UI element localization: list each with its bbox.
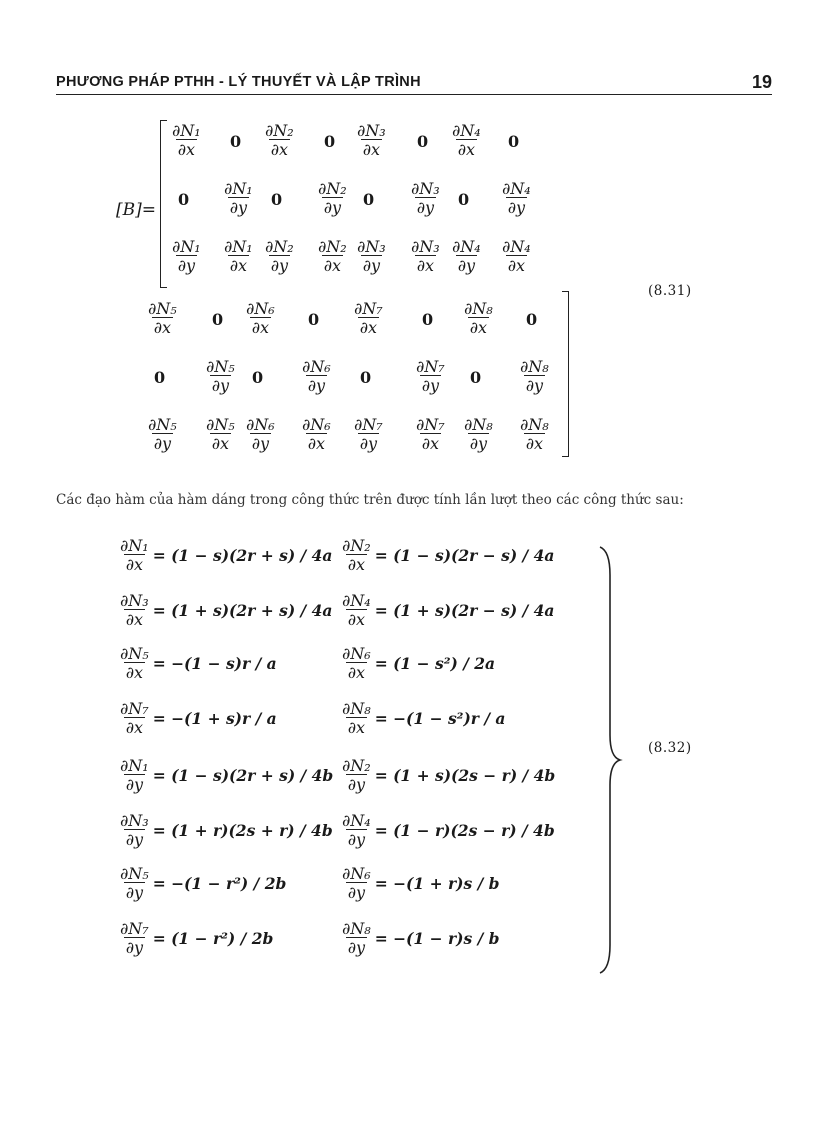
derivative-equation: $\frac{\text{∂N₁}}{\partial x}$ = (1 − s)(2r + s) / 4a (120, 536, 333, 574)
matrix-fraction: $\frac{\text{∂N₁}}{\partial x}$ (224, 237, 253, 275)
matrix-fraction: $\frac{\text{∂N₂}}{\partial x}$ (318, 237, 347, 275)
derivative-equation: $\frac{\text{∂N₅}}{\partial x}$ = −(1 − s)r / a (120, 644, 277, 682)
matrix-fraction: $\frac{\text{∂N₅}}{\partial y}$ (148, 415, 177, 453)
right-bracket (562, 291, 569, 457)
matrix-zero: 0 (360, 368, 372, 387)
matrix-fraction: $\frac{\text{∂N₄}}{\partial y}$ (452, 237, 481, 275)
matrix-fraction: $\frac{\text{∂N₈}}{\partial y}$ (520, 357, 549, 395)
matrix-fraction: $\frac{\text{∂N₃}}{\partial y}$ (357, 237, 386, 275)
matrix-zero: 0 (178, 190, 190, 209)
matrix-fraction: $\frac{\text{∂N₃}}{\partial x}$ (357, 121, 386, 159)
derivative-equation: $\frac{\text{∂N₇}}{\partial y}$ = (1 − r²) / 2b (120, 919, 274, 957)
matrix-zero: 0 (212, 310, 224, 329)
matrix-zero: 0 (458, 190, 470, 209)
derivative-equation: $\frac{\text{∂N₄}}{\partial y}$ = (1 − r)(2s − r) / 4b (342, 811, 555, 849)
derivative-equation: $\frac{\text{∂N₆}}{\partial x}$ = (1 − s²) / 2a (342, 644, 496, 682)
matrix-zero: 0 (230, 132, 242, 151)
derivative-equation: $\frac{\text{∂N₆}}{\partial y}$ = −(1 + r)s / b (342, 864, 500, 902)
matrix-zero: 0 (308, 310, 320, 329)
matrix-zero: 0 (252, 368, 264, 387)
derivative-equation: $\frac{\text{∂N₄}}{\partial x}$ = (1 + s)(2r − s) / 4a (342, 591, 555, 629)
matrix-zero: 0 (324, 132, 336, 151)
matrix-fraction: $\frac{\text{∂N₆}}{\partial y}$ (246, 415, 275, 453)
matrix-fraction: $\frac{\text{∂N₇}}{\partial y}$ (416, 357, 445, 395)
matrix-fraction: $\frac{\text{∂N₄}}{\partial y}$ (502, 179, 531, 217)
derivative-equation: $\frac{\text{∂N₈}}{\partial y}$ = −(1 − r)s / b (342, 919, 500, 957)
derivative-equation: $\frac{\text{∂N₃}}{\partial x}$ = (1 + s)(2r + s) / 4a (120, 591, 333, 629)
page-number: 19 (751, 72, 772, 92)
matrix-fraction: $\frac{\text{∂N₅}}{\partial x}$ (206, 415, 235, 453)
matrix-fraction: $\frac{\text{∂N₁}}{\partial x}$ (172, 121, 201, 159)
equation-number-8-32: (8.32) (648, 740, 692, 756)
matrix-fraction: $\frac{\text{∂N₃}}{\partial y}$ (411, 179, 440, 217)
matrix-fraction: $\frac{\text{∂N₆}}{\partial y}$ (302, 357, 331, 395)
matrix-zero: 0 (526, 310, 538, 329)
right-brace (596, 545, 626, 975)
derivative-equation: $\frac{\text{∂N₁}}{\partial y}$ = (1 − s)(2r + s) / 4b (120, 756, 334, 794)
matrix-fraction: $\frac{\text{∂N₅}}{\partial x}$ (148, 299, 177, 337)
matrix-zero: 0 (508, 132, 520, 151)
derivative-equation: $\frac{\text{∂N₂}}{\partial x}$ = (1 − s)(2r − s) / 4a (342, 536, 555, 574)
matrix-fraction: $\frac{\text{∂N₂}}{\partial y}$ (318, 179, 347, 217)
matrix-label: [B]= (116, 200, 157, 220)
matrix-zero: 0 (417, 132, 429, 151)
derivative-equation: $\frac{\text{∂N₈}}{\partial x}$ = −(1 − s²)r / a (342, 699, 506, 737)
body-paragraph: Các đạo hàm của hàm dáng trong công thức trên được tính lần lượt theo các công thức sau: (56, 491, 684, 508)
header-rule (56, 94, 772, 95)
matrix-fraction: $\frac{\text{∂N₇}}{\partial y}$ (354, 415, 383, 453)
matrix-fraction: $\frac{\text{∂N₆}}{\partial x}$ (246, 299, 275, 337)
derivative-equation: $\frac{\text{∂N₃}}{\partial y}$ = (1 + r)(2s + r) / 4b (120, 811, 333, 849)
matrix-zero: 0 (154, 368, 166, 387)
matrix-fraction: $\frac{\text{∂N₇}}{\partial x}$ (354, 299, 383, 337)
matrix-fraction: $\frac{\text{∂N₂}}{\partial y}$ (265, 237, 294, 275)
matrix-zero: 0 (422, 310, 434, 329)
matrix-zero: 0 (470, 368, 482, 387)
matrix-fraction: $\frac{\text{∂N₃}}{\partial x}$ (411, 237, 440, 275)
matrix-fraction: $\frac{\text{∂N₇}}{\partial x}$ (416, 415, 445, 453)
derivative-equation: $\frac{\text{∂N₅}}{\partial y}$ = −(1 − r²) / 2b (120, 864, 287, 902)
matrix-fraction: $\frac{\text{∂N₁}}{\partial y}$ (224, 179, 253, 217)
matrix-fraction: $\frac{\text{∂N₈}}{\partial x}$ (464, 299, 493, 337)
matrix-fraction: $\frac{\text{∂N₁}}{\partial y}$ (172, 237, 201, 275)
derivative-equation: $\frac{\text{∂N₇}}{\partial x}$ = −(1 + s)r / a (120, 699, 277, 737)
running-title: PHƯƠNG PHÁP PTHH - LÝ THUYẾT VÀ LẬP TRÌNH (56, 74, 421, 90)
matrix-fraction: $\frac{\text{∂N₆}}{\partial x}$ (302, 415, 331, 453)
equation-number-8-31: (8.31) (648, 283, 692, 299)
matrix-fraction: $\frac{\text{∂N₄}}{\partial x}$ (452, 121, 481, 159)
matrix-fraction: $\frac{\text{∂N₂}}{\partial x}$ (265, 121, 294, 159)
matrix-fraction: $\frac{\text{∂N₄}}{\partial x}$ (502, 237, 531, 275)
matrix-zero: 0 (271, 190, 283, 209)
matrix-fraction: $\frac{\text{∂N₈}}{\partial y}$ (464, 415, 493, 453)
matrix-zero: 0 (363, 190, 375, 209)
derivative-equation: $\frac{\text{∂N₂}}{\partial y}$ = (1 + s)(2s − r) / 4b (342, 756, 556, 794)
matrix-fraction: $\frac{\text{∂N₅}}{\partial y}$ (206, 357, 235, 395)
left-bracket (160, 120, 167, 288)
matrix-fraction: $\frac{\text{∂N₈}}{\partial x}$ (520, 415, 549, 453)
